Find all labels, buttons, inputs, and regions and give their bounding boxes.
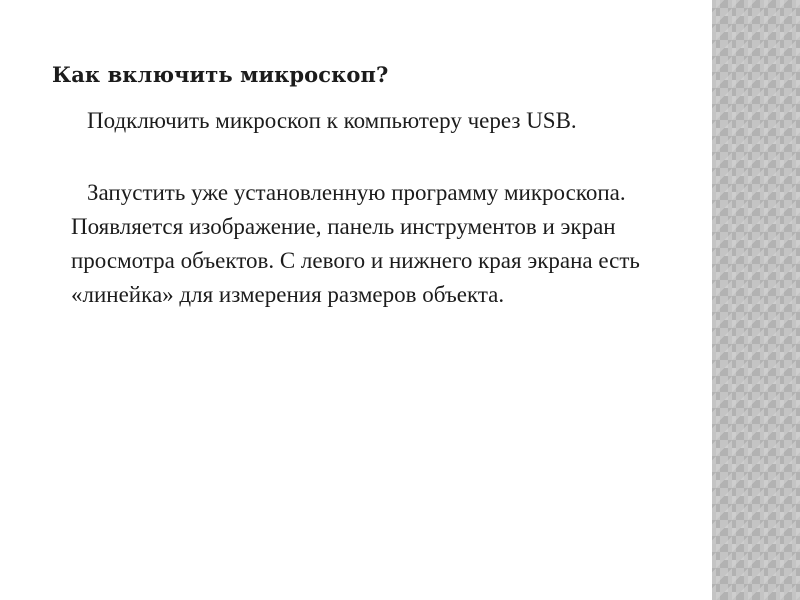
slide-heading: Как включить микроскоп?	[52, 62, 389, 87]
paragraph-launch-program	[71, 176, 671, 312]
paragraph-text: Подключить микроскоп к компьютеру через USB.	[87, 108, 577, 133]
paragraph-text: Запустить уже установленную программу микроскопа. Появляется изображение, панель инструментов и экран просмотра объектов. С левого и нижнего края экрана есть «линейка» для измерения размеров объекта.	[71, 180, 640, 307]
paragraph-connect-usb	[71, 104, 671, 138]
decorative-side-band	[712, 0, 800, 600]
